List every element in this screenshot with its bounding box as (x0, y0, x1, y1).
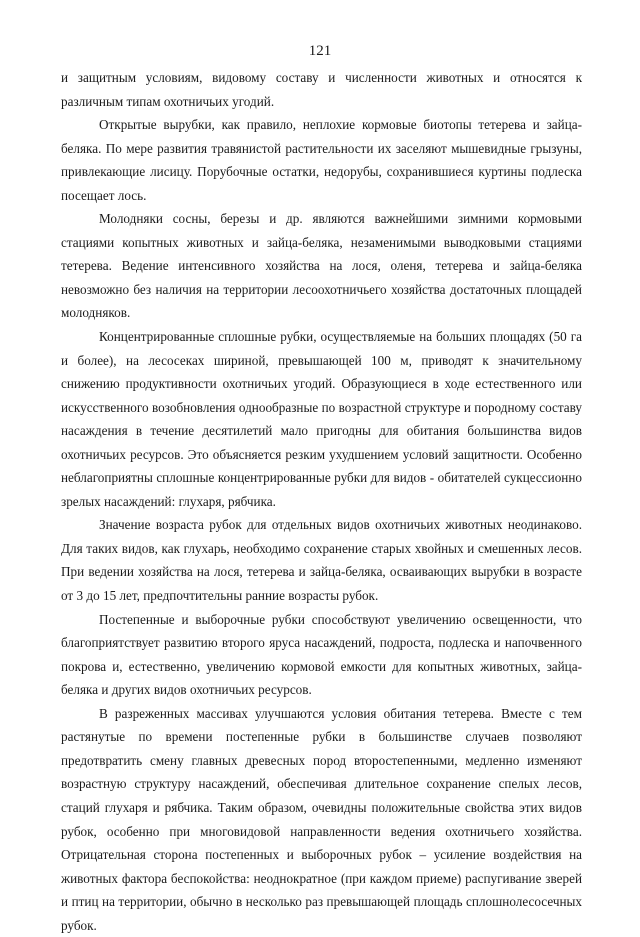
paragraph-cutting-age: Значение возраста рубок для отдельных видов охотничьих животных неодинаково. Для таких видов, как глухарь, необходимо сохранение старых хвойных и смешенных лесов. При ведении хозяйства на лося, тетерева и зайца-беляка, осваивающих вырубки в возрасте от 3 до 15 лет, предпочтительны ранние возрасты рубок. (61, 517, 582, 604)
page-number: 121 (308, 43, 332, 59)
paragraph-continuation: и защитным условиям, видовому составу и численности животных и относятся к различным типам охотничьих угодий. (61, 70, 582, 109)
paragraph-open-clearings: Открытые вырубки, как правило, неплохие кормовые биотопы тетерева и зайца-беляка. По мере развития травянистой растительности их заселяют мышевидные грызуны, привлекающие лисицу. Порубочные остатки, недорубы, сохранившиеся куртины подлеска посещает лось. (61, 117, 582, 203)
paragraph-clear-cuttings: Концентрированные сплошные рубки, осуществляемые на больших площадях (50 га и более), на лесосеках шириной, превышающей 100 м, приводят к значительному снижению продуктивности охотничьих угодий. Образующиеся в ходе естественного или искусственного возобновления однообразные по возрастной структуре и породному составу насаждения в течение десятилетий мало пригодны для обитания большинства видов охотничьих ресурсов. Это объясняется резким ухудшением условий защитности. Особенно неблагоприятны сплошные концентрированные рубки для видов - обитателей сукцессионно зрелых насаждений: глухаря, рябчика. (61, 329, 582, 509)
paragraph-selective-cuttings: Постепенные и выборочные рубки способствуют увеличению освещенности, что благоприятствует развитию второго яруса насаждений, подроста, подлеска и напочвенного покрова и, естественно, увеличению кормовой емкости для копытных животных, зайца-беляка и других видов охотничьих ресурсов. (61, 611, 582, 698)
paragraph-thinned-stands: В разреженных массивах улучшаются условия обитания тетерева. Вместе с тем растянутые по времени постепенные рубки в большинстве случаев позволяют предотвратить смену главных древесных пород второстепенными, медленно изменяют возрастную структуру насаждений, обеспечивая длительное сохранение спелых лесов, стаций глухаря и рябчика. Таким образом, очевидны положительные свойства этих видов рубок, особенно при многовидовой направленности ведения охотничьего хозяйства. Отрицательная сторона постепенных и выборочных рубок – усиление воздействия на животных фактора беспокойства: неоднократное (при каждом приеме) распугивание зверей и птиц на территории, обычно в несколько раз превышающей площадь сплошнолесосечных рубок. (61, 705, 582, 933)
page-body (61, 66, 582, 937)
paragraph-young-stands: Молодняки сосны, березы и др. являются важнейшими зимними кормовыми стациями копытных животных и зайца-беляка, незаменимыми выводковыми стациями тетерева. Ведение интенсивного хозяйства на лося, оленя, тетерева и зайца-беляка невозможно без наличия на территории лесоохотничьего хозяйства достаточных площадей молодняков. (61, 211, 582, 321)
